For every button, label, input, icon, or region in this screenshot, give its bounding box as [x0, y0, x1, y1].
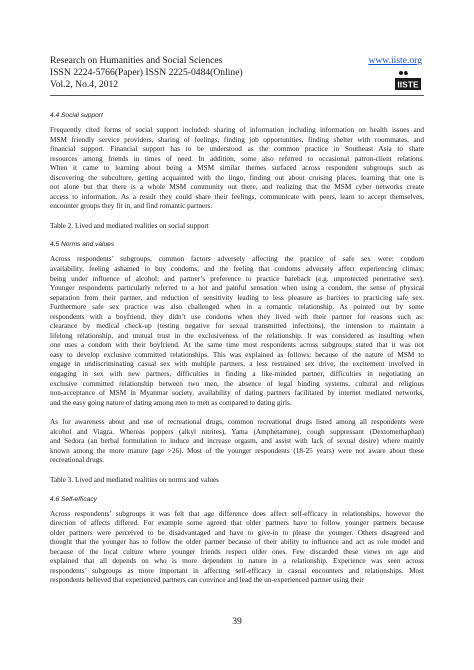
table-caption: Table 2. Lived and mediated realities on social support [50, 221, 209, 230]
section-heading: 4.5 Norms and values [50, 241, 115, 249]
paragraph-gap [50, 408, 424, 418]
page-number: 39 [232, 616, 242, 627]
text-line: being under influence of alcohol; and partner’s preference to practice bareback (e.g. unprotected penetrative sex). [50, 274, 424, 283]
text-line: As for awareness about and use of recreational drugs, common recreational drugs listed among all respondents were [50, 418, 424, 427]
body-paragraph [50, 510, 424, 586]
journal-volume: Vol.2, No.4, 2012 [50, 79, 119, 90]
section-gap [50, 486, 424, 496]
text-line: engaging in sex with new partners, difficulties in finding a like-minded partner, difficulties in negotiating an [50, 370, 424, 379]
section-heading: 4.4 Social support [50, 112, 103, 119]
text-line: thought that the younger has to follow the older partner because of their ability to influence and act as role model and [50, 538, 424, 547]
section-gap [50, 231, 424, 241]
journal-title: Research on Humanities and Social Sciences [50, 55, 223, 66]
table-caption: Table 3. Lived and mediated realities on norms and values [50, 475, 220, 484]
journal-website-link[interactable]: www.iiste.org [368, 55, 422, 66]
paragraph-gap [50, 466, 424, 476]
text-line: known among the more mature (age >26). Most of the younger respondents (18-25 years) were not aware about these [50, 446, 424, 455]
text-line: and the easy going nature of dating among men to men as compared to dating girls. [50, 398, 292, 407]
text-line: availability, feeling ashamed to buy condoms, and the feeling that condoms adversely affect experiencing climax; [50, 265, 424, 274]
text-line: one uses a condom with their boyfriend. At the same time most respondents across subgroups stated that it was not [50, 341, 424, 350]
text-line: access to information. As a result they could share their feelings, communicate with peers, learn to accept themselves, [50, 192, 424, 201]
paragraph-gap [50, 212, 424, 222]
text-line: respondents believed that experienced partners can convince and lead the un-experienced partner using their [50, 576, 364, 585]
iiste-logo-icon [394, 69, 422, 91]
text-line: easy to develop exclusive committed relationships. This was explained as follows: because of the nature of MSM to [50, 350, 424, 359]
text-line: alcohol and Viagra. Whereas poppers (alkyl nitrites), Yama (Amphetamine), cough suppressant (Dextomethaphan) [50, 427, 424, 436]
text-line: MSM friendly service providers, sharing of feelings, finding job opportunities, finding shelter with roommates, and [50, 135, 424, 144]
body-paragraph [50, 126, 424, 212]
text-line: recreational drugs. [50, 456, 104, 465]
text-line: separation from their partner, and reduction of sensitivity leading to less pleasure as barriers to practicing safe sex. [50, 293, 424, 302]
text-line: encounter groups they fit in, and find romantic partners. [50, 202, 213, 211]
text-line: Across respondents’ subgroups it was felt that age difference does affect self-efficacy in relationships, however the [50, 509, 424, 518]
text-line: Across respondents’ subgroups, common factors adversely affecting the practice of safe sex were: condom [50, 255, 424, 264]
text-line: discovering the subculture, getting acquainted with the lingo, finding out about cruising places, learning that one is [50, 173, 424, 182]
text-line: older partners were perceived to be disadvantaged and have to give-in to please the younger. Others disagreed and [50, 528, 424, 537]
text-line: non-acceptance of MSM in Myanmar society, availability of dating partners facilitated by internet mediated networks, [50, 389, 424, 398]
text-line: Frequently cited forms of social support included: sharing of information including information on health issues and [50, 126, 424, 134]
text-line: because of the local culture where younger friends respect older ones. Few discarded these views on age and [50, 547, 424, 556]
text-line: exclusive committed relationship between two men, the absence of legal binding systems, cultural and religious [50, 379, 424, 388]
text-line: not alone but that there is a whole MSM community out there, and realizing that the MSM cyber networks create [50, 183, 424, 192]
paragraph-gap [50, 586, 424, 596]
logo-text: IISTE [397, 79, 419, 90]
text-line: engage in undiscriminating casual sex with multiple partners, a less restrained sex drive, the excitement involved in [50, 360, 424, 369]
text-line: financial support. Financial support has to be understood as the common practice in Southeast Asia to share [50, 145, 424, 154]
body-paragraph [50, 255, 424, 408]
text-line: and Sedora (an herbal formulation to induce and increase orgasm, and assist with lack of sexual desire) where mainly [50, 437, 424, 446]
body-paragraph [50, 418, 424, 466]
text-line: Younger respondents particularly referred to a hot and painful sensation when using a condom, the sense of physical [50, 284, 424, 293]
journal-issn: ISSN 2224-5766(Paper) ISSN 2225-0484(Online) [50, 67, 243, 78]
text-line: Furthermore safe sex practice was also challenged when in a romantic relationship. As pointed out by some [50, 303, 424, 312]
text-line: respondents’ subgroups as more important in affecting self-efficacy in casual encounters and relationships. Most [50, 566, 424, 575]
article-body [50, 112, 424, 596]
section-heading: 4.6 Self-efficacy [50, 495, 97, 503]
text-line: clearance by medical check-up (testing negative for sexual transmitted infections), the intension to maintain a [50, 322, 424, 331]
text-line: direction of affects differed. For example some agreed that older partners have to follow younger partners because [50, 519, 424, 528]
text-line: respondents with a boyfriend, they didn’t use condoms when they lived with their partner for reasons such as: [50, 312, 424, 321]
text-line: lifelong relationship, and mutual trust in the exclusiveness of the relationship. It was considered as insulting when [50, 331, 424, 340]
text-line: resources among friends in times of need. In addition, some also referred to occasional patron-client relations. [50, 154, 424, 163]
text-line: explained that all depends on who is more dependent in nature in a relationship. Experience was seen across [50, 557, 424, 566]
text-line: When it came to learning about being a MSM similar themes surfaced across respondent subgroups such as [50, 164, 424, 173]
header-divider [50, 95, 424, 96]
